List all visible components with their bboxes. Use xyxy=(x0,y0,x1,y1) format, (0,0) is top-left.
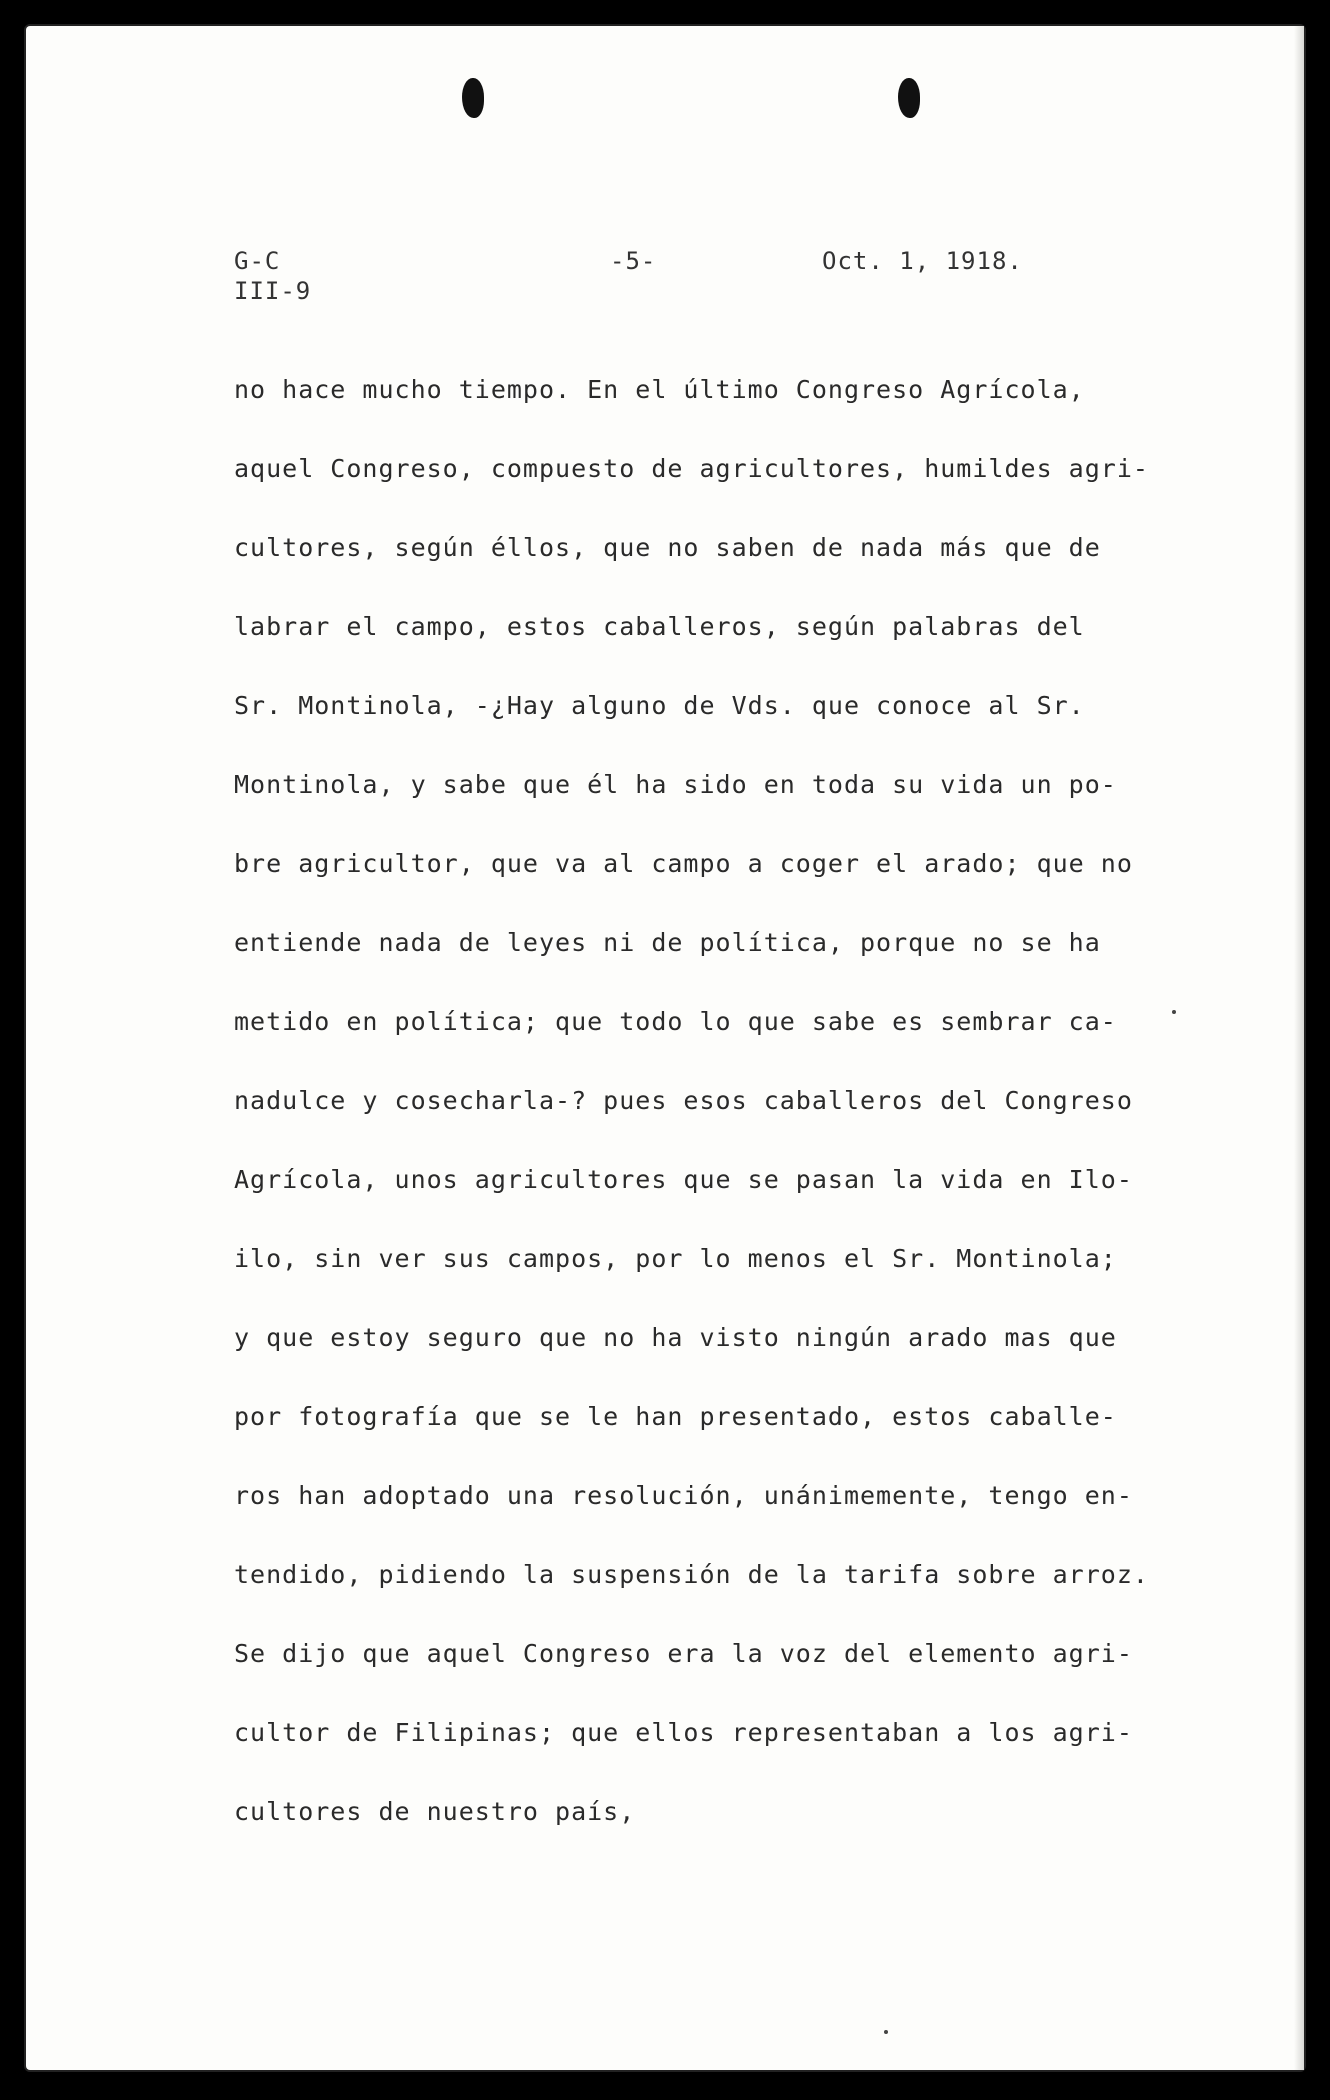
text-line: Agrícola, unos agricultores que se pasan la vida en Ilo- xyxy=(234,1165,1133,1194)
punch-hole-left xyxy=(462,78,484,118)
page-header xyxy=(234,246,1084,326)
text-line: bre agricultor, que va al campo a coger el arado; que no xyxy=(234,849,1133,878)
text-line: Sr. Montinola, -¿Hay alguno de Vds. que conoce al Sr. xyxy=(234,691,1085,720)
text-line: cultor de Filipinas; que ellos representaban a los agri- xyxy=(234,1718,1133,1747)
text-line: ros han adoptado una resolución, unánimemente, tengo en- xyxy=(234,1481,1133,1510)
text-line: tendido, pidiendo la suspensión de la tarifa sobre arroz. xyxy=(234,1560,1149,1589)
text-line: Montinola, y sabe que él ha sido en toda su vida un po- xyxy=(234,770,1117,799)
file-code xyxy=(234,246,311,306)
page-edge xyxy=(1294,26,1304,2070)
text-line: entiende nada de leyes ni de política, porque no se ha xyxy=(234,928,1101,957)
paper-speck xyxy=(1172,1010,1176,1014)
text-line: no hace mucho tiempo. En el último Congreso Agrícola, xyxy=(234,375,1085,404)
file-code-line-1: G-C xyxy=(234,247,281,275)
page-number: -5- xyxy=(610,247,657,275)
text-line: labrar el campo, estos caballeros, según palabras del xyxy=(234,612,1085,641)
text-line: y que estoy seguro que no ha visto ningún arado mas que xyxy=(234,1323,1117,1352)
text-line: nadulce y cosecharla-? pues esos caballeros del Congreso xyxy=(234,1086,1133,1115)
text-line: ilo, sin ver sus campos, por lo menos el Sr. Montinola; xyxy=(234,1244,1117,1273)
typed-body-text xyxy=(234,366,1194,1867)
document-date: Oct. 1, 1918. xyxy=(822,247,1023,275)
text-line: cultores, según éllos, que no saben de nada más que de xyxy=(234,533,1101,562)
text-line: cultores de nuestro país, xyxy=(234,1797,636,1826)
paper-speck xyxy=(884,2030,888,2034)
file-code-line-2: III-9 xyxy=(234,277,312,305)
punch-hole-right xyxy=(898,78,920,118)
text-line: Se dijo que aquel Congreso era la voz del elemento agri- xyxy=(234,1639,1133,1668)
text-line: metido en política; que todo lo que sabe es sembrar ca- xyxy=(234,1007,1117,1036)
text-line: por fotografía que se le han presentado, estos caballe- xyxy=(234,1402,1117,1431)
text-line: aquel Congreso, compuesto de agricultores, humildes agri- xyxy=(234,454,1149,483)
